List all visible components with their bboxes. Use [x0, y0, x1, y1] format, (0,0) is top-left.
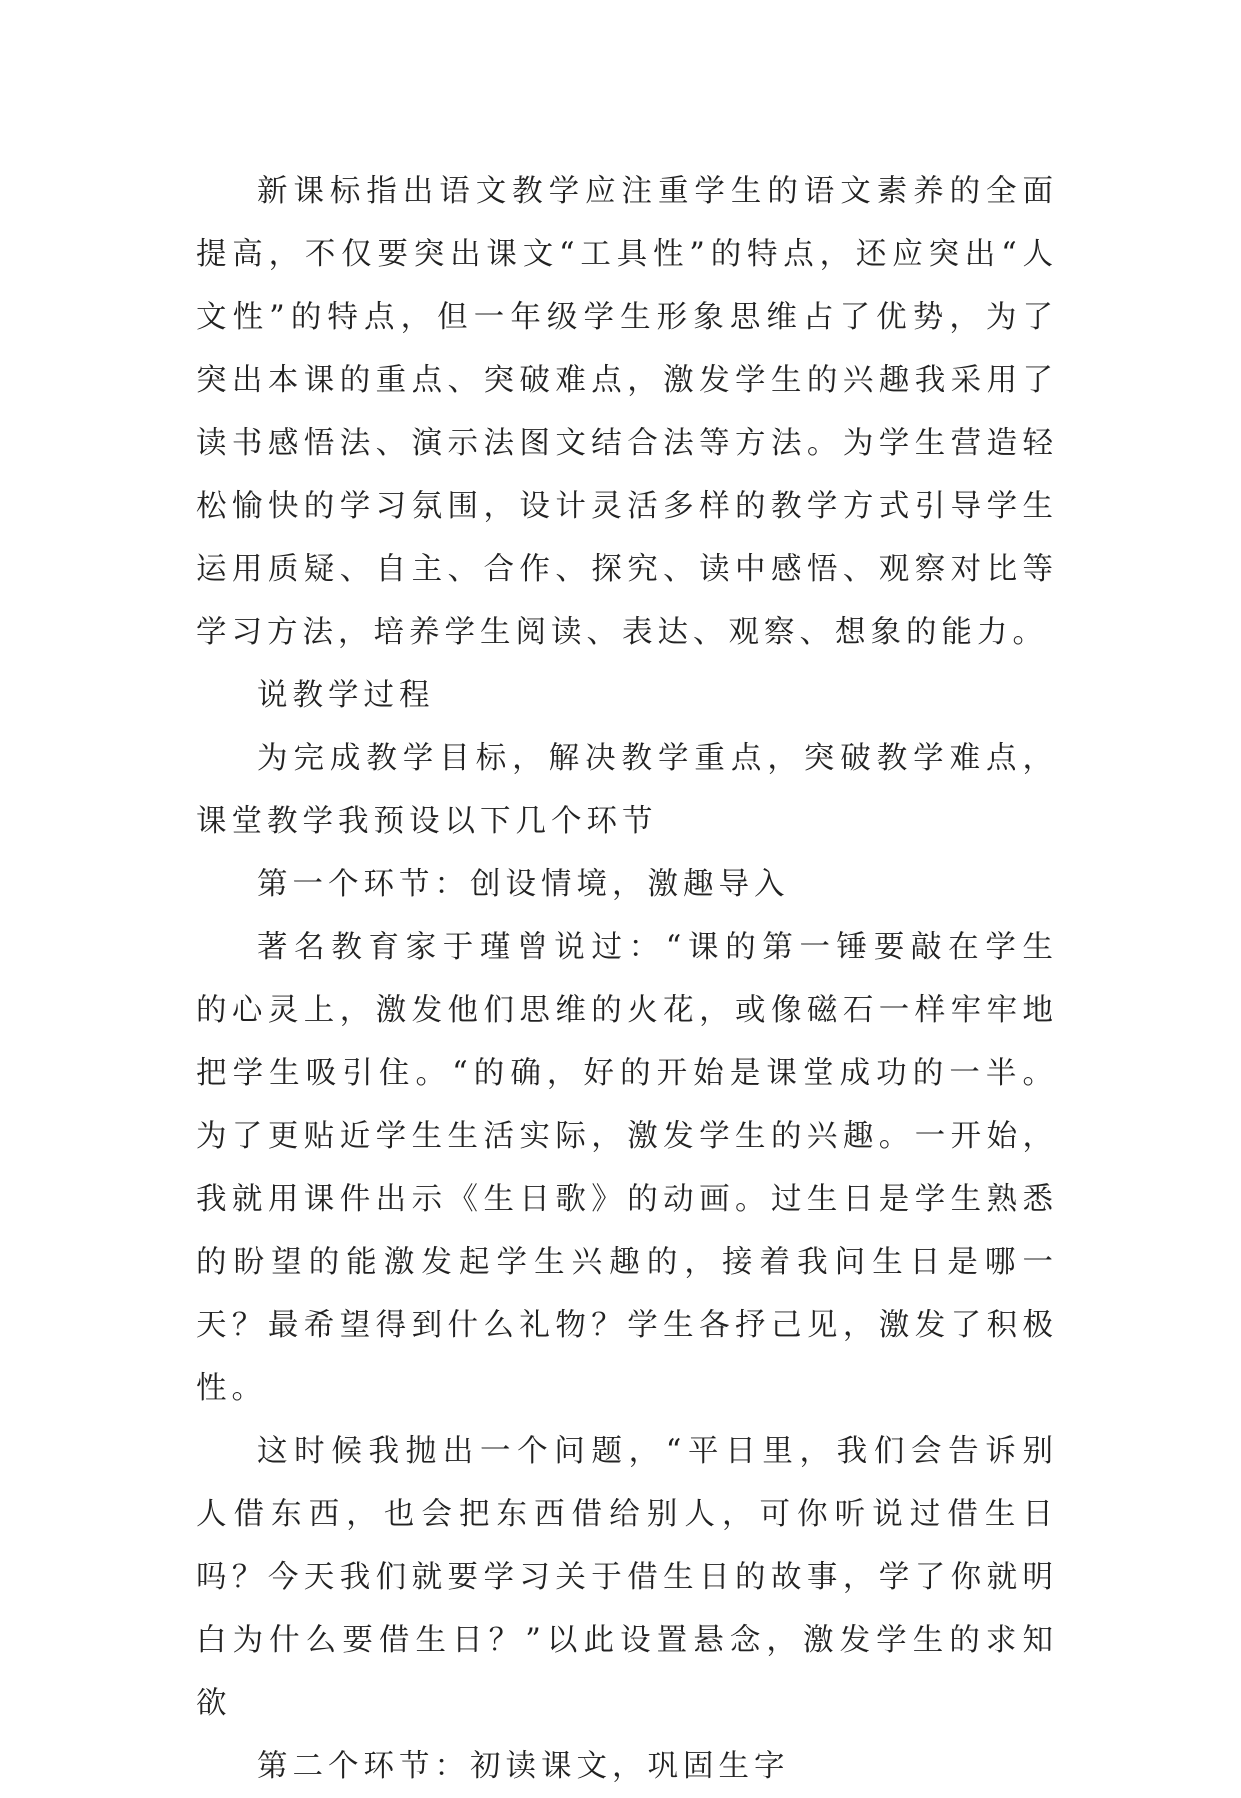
document-body	[196, 160, 1058, 1798]
heading-step-two: 第二个环节：初读课文，巩固生字	[257, 1749, 790, 1784]
paragraph-step-one-question: 这时候我抛出一个问题，“平日里，我们会告诉别人借东西，也会把东西借给别人，可你听说过借生日吗？今天我们就要学习关于借生日的故事，学了你就明白为什么要借生日？”以此设置悬念，激发学生的求知欲	[196, 1434, 1058, 1721]
paragraph-step-one-detail: 著名教育家于瑾曾说过：“课的第一锤要敲在学生的心灵上，激发他们思维的火花，或像磁石一样牢牢地把学生吸引住。“的确，好的开始是课堂成功的一半。为了更贴近学生生活实际，激发学生的兴趣。一开始，我就用课件出示《生日歌》的动画。过生日是学生熟悉的盼望的能激发起学生兴趣的，接着我问生日是哪一天？最希望得到什么礼物？学生各抒己见，激发了积极性。	[196, 930, 1058, 1406]
heading-teaching-process: 说教学过程	[257, 678, 435, 713]
paragraph-teaching-methods: 新课标指出语文教学应注重学生的语文素养的全面提高，不仅要突出课文“工具性”的特点，还应突出“人文性”的特点，但一年级学生形象思维占了优势，为了突出本课的重点、突破难点，激发学生的兴趣我采用了读书感悟法、演示法图文结合法等方法。为学生营造轻松愉快的学习氛围，设计灵活多样的教学方式引导学生运用质疑、自主、合作、探究、读中感悟、观察对比等学习方法，培养学生阅读、表达、观察、想象的能力。	[196, 174, 1058, 650]
paragraph-process-intro: 为完成教学目标，解决教学重点，突破教学难点，课堂教学我预设以下几个环节	[196, 741, 1058, 839]
heading-step-one: 第一个环节：创设情境，激趣导入	[257, 867, 790, 902]
